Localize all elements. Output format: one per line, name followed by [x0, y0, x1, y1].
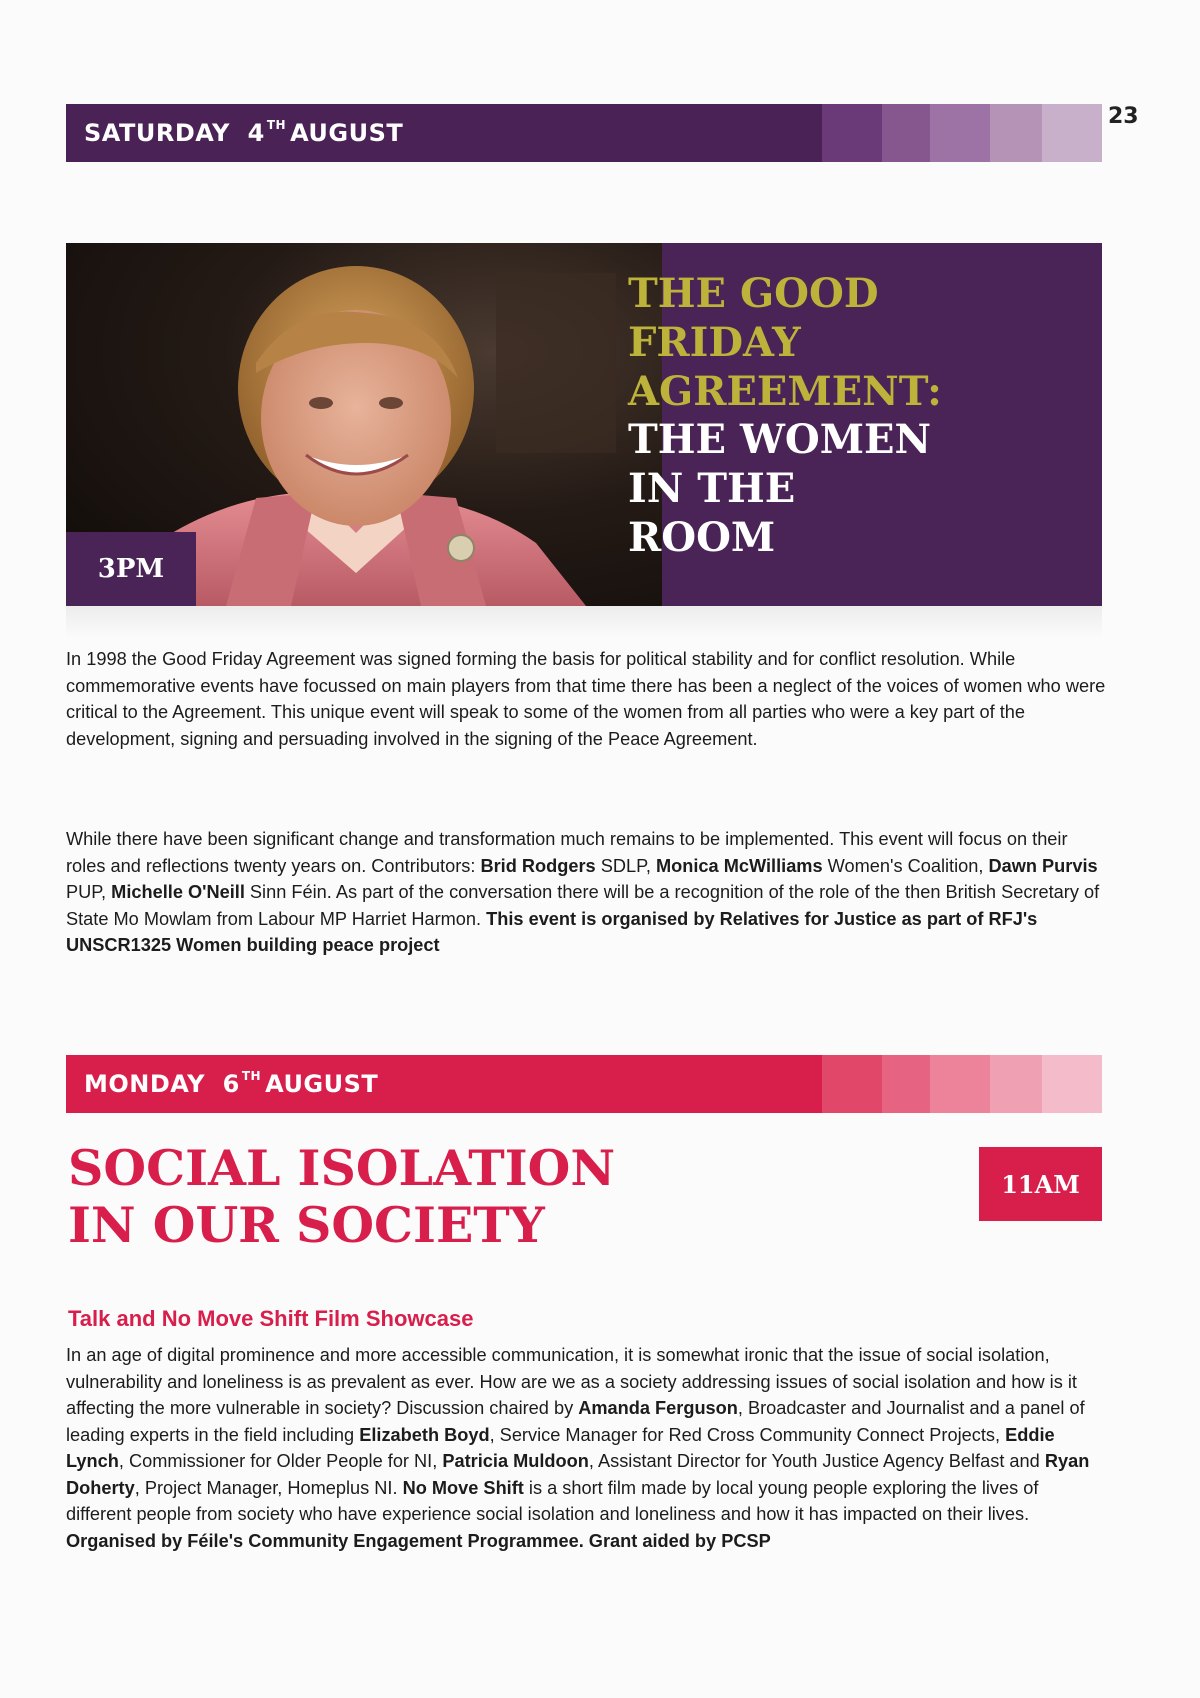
- fade-strip: [66, 606, 1102, 638]
- text-run: Sinn Féin. As part of the conversation there will be a recognition of the role of the then British Secretary of State Mo Mowlam from Labour MP Harriet Harmon.: [66, 882, 1100, 929]
- bold-text-run: Brid Rodgers: [480, 855, 596, 876]
- bold-text-run: This event is organised by Relatives for Justice as part of RFJ's UNSCR1325 Women building peace project: [66, 908, 1038, 955]
- event-contributors: [66, 826, 1106, 959]
- title-line: IN THE: [628, 465, 796, 513]
- month-name: AUGUST: [265, 1070, 379, 1098]
- text-run: Women's Coalition,: [822, 855, 989, 876]
- title-line: THE GOOD: [628, 270, 879, 317]
- event-title-monday: [68, 1140, 615, 1254]
- bold-text-run: Patricia Muldoon: [442, 1451, 589, 1471]
- event-subtitle: Talk and No Move Shift Film Showcase: [68, 1306, 474, 1331]
- page-number: 23: [1108, 104, 1139, 129]
- text-run: , Service Manager for Red Cross Community Connect Projects,: [489, 1424, 1006, 1445]
- title-line: FRIDAY: [628, 318, 801, 366]
- day-label: [66, 119, 403, 147]
- text-run: While there have been significant change and transformation much remains to be implemented. This event will focus on their roles and reflections twenty years on. Contributors:: [66, 829, 1068, 876]
- text-run: , Commissioner for Older People for NI,: [118, 1451, 443, 1471]
- text-run: In an age of digital prominence and more accessible communication, it is somewhat ironic that the issue of social isolation, vulnerability and loneliness is as prevalent as ever. How are we as a society addressing issues of social isolation and how is it affecting the more vulnerable in society? Discussion chaired by: [66, 1345, 1077, 1418]
- banner-gradient-blocks: [822, 104, 1102, 162]
- day-name: SATURDAY: [84, 119, 230, 147]
- title-line: THE WOMEN: [628, 416, 932, 464]
- date-number: 4: [247, 119, 265, 147]
- date-suffix: TH: [266, 118, 287, 132]
- bold-text-run: Amanda Ferguson: [578, 1398, 738, 1418]
- date-number: 6: [222, 1070, 240, 1098]
- event-title: [628, 270, 1078, 563]
- day-banner-monday: [66, 1055, 1102, 1113]
- text-run: , Project Manager, Homeplus NI.: [134, 1477, 403, 1498]
- title-line: ROOM: [628, 513, 776, 561]
- bold-text-run: No Move Shift: [402, 1477, 524, 1498]
- text-run: is a short film made by local young people exploring the lives of different people from society who have experience social isolation and loneliness and how it has impacted on their lives.: [66, 1477, 1039, 1524]
- bold-text-run: Organised by Féile's Community Engagement Programmee. Grant aided by PCSP: [66, 1530, 771, 1551]
- text-run: PUP,: [66, 882, 112, 902]
- title-line: IN OUR SOCIETY: [68, 1195, 545, 1254]
- text-run: , Assistant Director for Youth Justice Agency Belfast and: [588, 1451, 1045, 1471]
- day-label: [66, 1070, 378, 1098]
- bold-text-run: Dawn Purvis: [988, 855, 1098, 876]
- text-run: SDLP,: [595, 855, 656, 876]
- event-time-badge: 3PM: [66, 532, 196, 606]
- day-name: MONDAY: [84, 1070, 205, 1098]
- date-suffix: TH: [241, 1069, 262, 1083]
- title-line: SOCIAL ISOLATION: [68, 1139, 616, 1197]
- event-description-monday: [66, 1342, 1106, 1554]
- bold-text-run: Michelle O'Neill: [111, 882, 245, 902]
- banner-gradient-blocks: [822, 1055, 1102, 1113]
- bold-text-run: Monica McWilliams: [656, 855, 823, 876]
- event-description: In 1998 the Good Friday Agreement was signed forming the basis for political stability and for conflict resolution. While commemorative events have focussed on main players from that time there has been a neglect of the voices of women who were critical to the Agreement. This unique event will speak to some of the women from all parties who were a key part of the development, signing and persuading involved in the signing of the Peace Agreement.: [66, 649, 1106, 749]
- day-banner-saturday: [66, 104, 1102, 162]
- title-line: AGREEMENT:: [628, 367, 942, 415]
- month-name: AUGUST: [290, 119, 404, 147]
- bold-text-run: Elizabeth Boyd: [359, 1424, 490, 1445]
- bold-text-run: Ryan Doherty: [66, 1451, 1090, 1498]
- event-time-badge: 11AM: [979, 1147, 1102, 1221]
- bold-text-run: Eddie Lynch: [66, 1424, 1055, 1471]
- text-run: , Broadcaster and Journalist and a panel of leading experts in the field including: [66, 1398, 1085, 1445]
